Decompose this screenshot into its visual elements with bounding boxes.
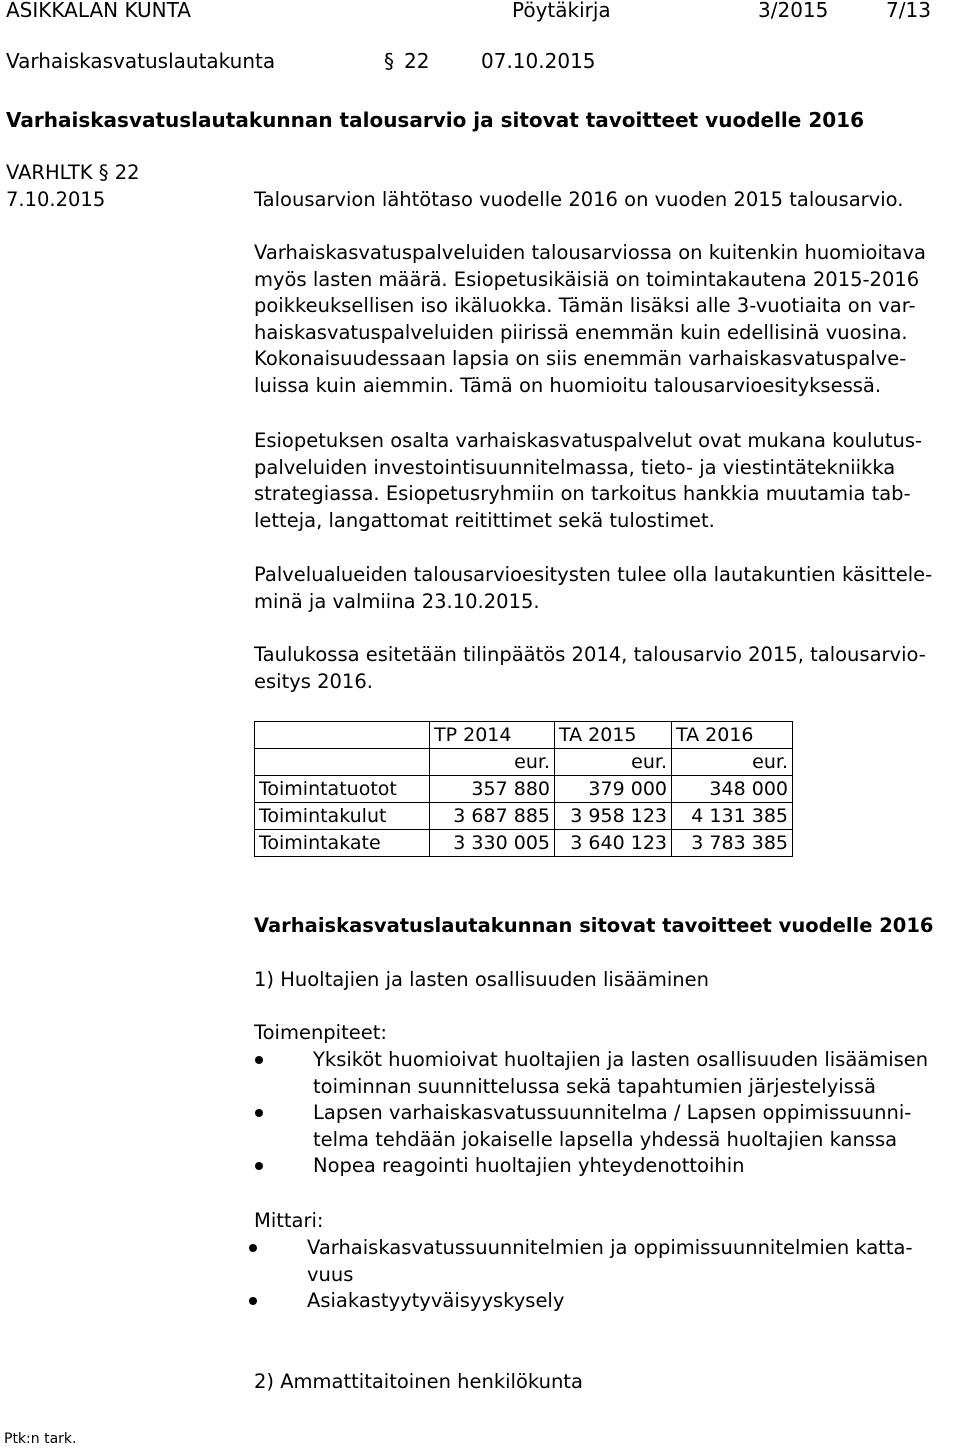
table-col-header: TP 2014	[430, 722, 555, 749]
table-row	[255, 803, 793, 830]
table-row	[255, 830, 793, 857]
table-header-row	[255, 722, 793, 749]
bullet-icon	[249, 1297, 257, 1305]
bullet-icon	[255, 1162, 263, 1170]
table-cell: 348 000	[672, 776, 793, 803]
page-number: 7/13	[886, 0, 931, 22]
list-item: Nopea reagointi huoltajien yhteydenottoihin	[254, 1153, 954, 1180]
actions-label: Toimenpiteet:	[254, 1021, 387, 1044]
doc-type: Pöytäkirja	[512, 0, 611, 22]
table-row-label: Toimintatuotot	[255, 776, 430, 803]
table-cell: 3 640 123	[555, 830, 672, 857]
goal-1-title: 1) Huoltajien ja lasten osallisuuden lisääminen	[254, 968, 709, 991]
table-cell: 3 687 885	[430, 803, 555, 830]
table-unit: eur.	[430, 749, 555, 776]
body-name: Varhaiskasvatuslautakunta	[6, 49, 276, 73]
meters-list	[248, 1235, 958, 1315]
actions-list	[254, 1047, 954, 1180]
table-corner	[255, 722, 430, 749]
doc-number: 3/2015	[758, 0, 829, 22]
meters-label: Mittari:	[254, 1209, 324, 1232]
paragraph-2: Varhaiskasvatuspalveluiden talousarviossa on kuitenkin huomioitava myös lasten määrä. Esiopetusikäisiä on toimintakautena 2015-2016 poikkeuksellisen iso ikäluokka. Tämän lisäksi alle 3-vuotiaita on var- haiskasvatuspalveluiden piirissä enemmän kuin edellisinä vuosina. Kokonaisuudessaan lapsia on siis enemmän varhaiskasvatuspalve- luissa kuin aiemmin. Tämä on huomioitu talousarvioesityksessä.	[254, 241, 926, 397]
bullet-icon	[255, 1056, 263, 1064]
ref-date: 7.10.2015	[6, 188, 106, 211]
org-name: ASIKKALAN KUNTA	[6, 0, 191, 22]
table-cell: 3 958 123	[555, 803, 672, 830]
meeting-date: 07.10.2015	[481, 49, 596, 73]
table-cell: 357 880	[430, 776, 555, 803]
table-unit: eur.	[672, 749, 793, 776]
table-cell: 3 783 385	[672, 830, 793, 857]
table-unit-row	[255, 749, 793, 776]
paragraph-1: Talousarvion lähtötaso vuodelle 2016 on vuoden 2015 talousarvio.	[254, 188, 904, 211]
list-item: Asiakastyytyväisyyskysely	[248, 1288, 958, 1315]
table-cell: 379 000	[555, 776, 672, 803]
goals-heading: Varhaiskasvatuslautakunnan sitovat tavoitteet vuodelle 2016	[254, 914, 934, 937]
section-symbol: §	[384, 49, 394, 73]
budget-table	[254, 721, 793, 857]
table-row-label: Toimintakulut	[255, 803, 430, 830]
page-title: Varhaiskasvatuslautakunnan talousarvio ja sitovat tavoitteet vuodelle 2016	[6, 108, 864, 132]
table-col-header: TA 2016	[672, 722, 793, 749]
table-row-label: Toimintakate	[255, 830, 430, 857]
bullet-icon	[249, 1244, 257, 1252]
ref-label: VARHLTK § 22	[6, 161, 140, 184]
goal-2-title: 2) Ammattitaitoinen henkilökunta	[254, 1370, 583, 1393]
table-cell: 4 131 385	[672, 803, 793, 830]
table-unit: eur.	[555, 749, 672, 776]
table-row	[255, 776, 793, 803]
paragraph-5: Taulukossa esitetään tilinpäätös 2014, talousarvio 2015, talousarvio- esitys 2016.	[254, 643, 926, 693]
table-corner	[255, 749, 430, 776]
bullet-icon	[255, 1109, 263, 1117]
list-item: Yksiköt huomioivat huoltajien ja lasten osallisuuden lisäämisen toiminnan suunnittelussa sekä tapahtumien järjestelyissä	[254, 1047, 954, 1100]
paragraph-4: Palvelualueiden talousarvioesitysten tulee olla lautakuntien käsittele- minä ja valmiina 23.10.2015.	[254, 563, 933, 613]
paragraph-3: Esiopetuksen osalta varhaiskasvatuspalvelut ovat mukana koulutus- palveluiden investointisuunnitelmassa, tieto- ja viestintätekniikka strategiassa. Esiopetusryhmiin on tarkoitus hankkia muutamia tab- letteja, langattomat reitittimet sekä tulostimet.	[254, 429, 923, 532]
table-cell: 3 330 005	[430, 830, 555, 857]
list-item: Varhaiskasvatussuunnitelmien ja oppimissuunnitelmien katta- vuus	[248, 1235, 958, 1288]
list-item: Lapsen varhaiskasvatussuunnitelma / Lapsen oppimissuunni- telma tehdään jokaiselle lapsella yhdessä huoltajien kanssa	[254, 1100, 954, 1153]
footer-initials: Ptk:n tark.	[4, 1431, 77, 1447]
section-number: 22	[404, 49, 430, 73]
table-col-header: TA 2015	[555, 722, 672, 749]
